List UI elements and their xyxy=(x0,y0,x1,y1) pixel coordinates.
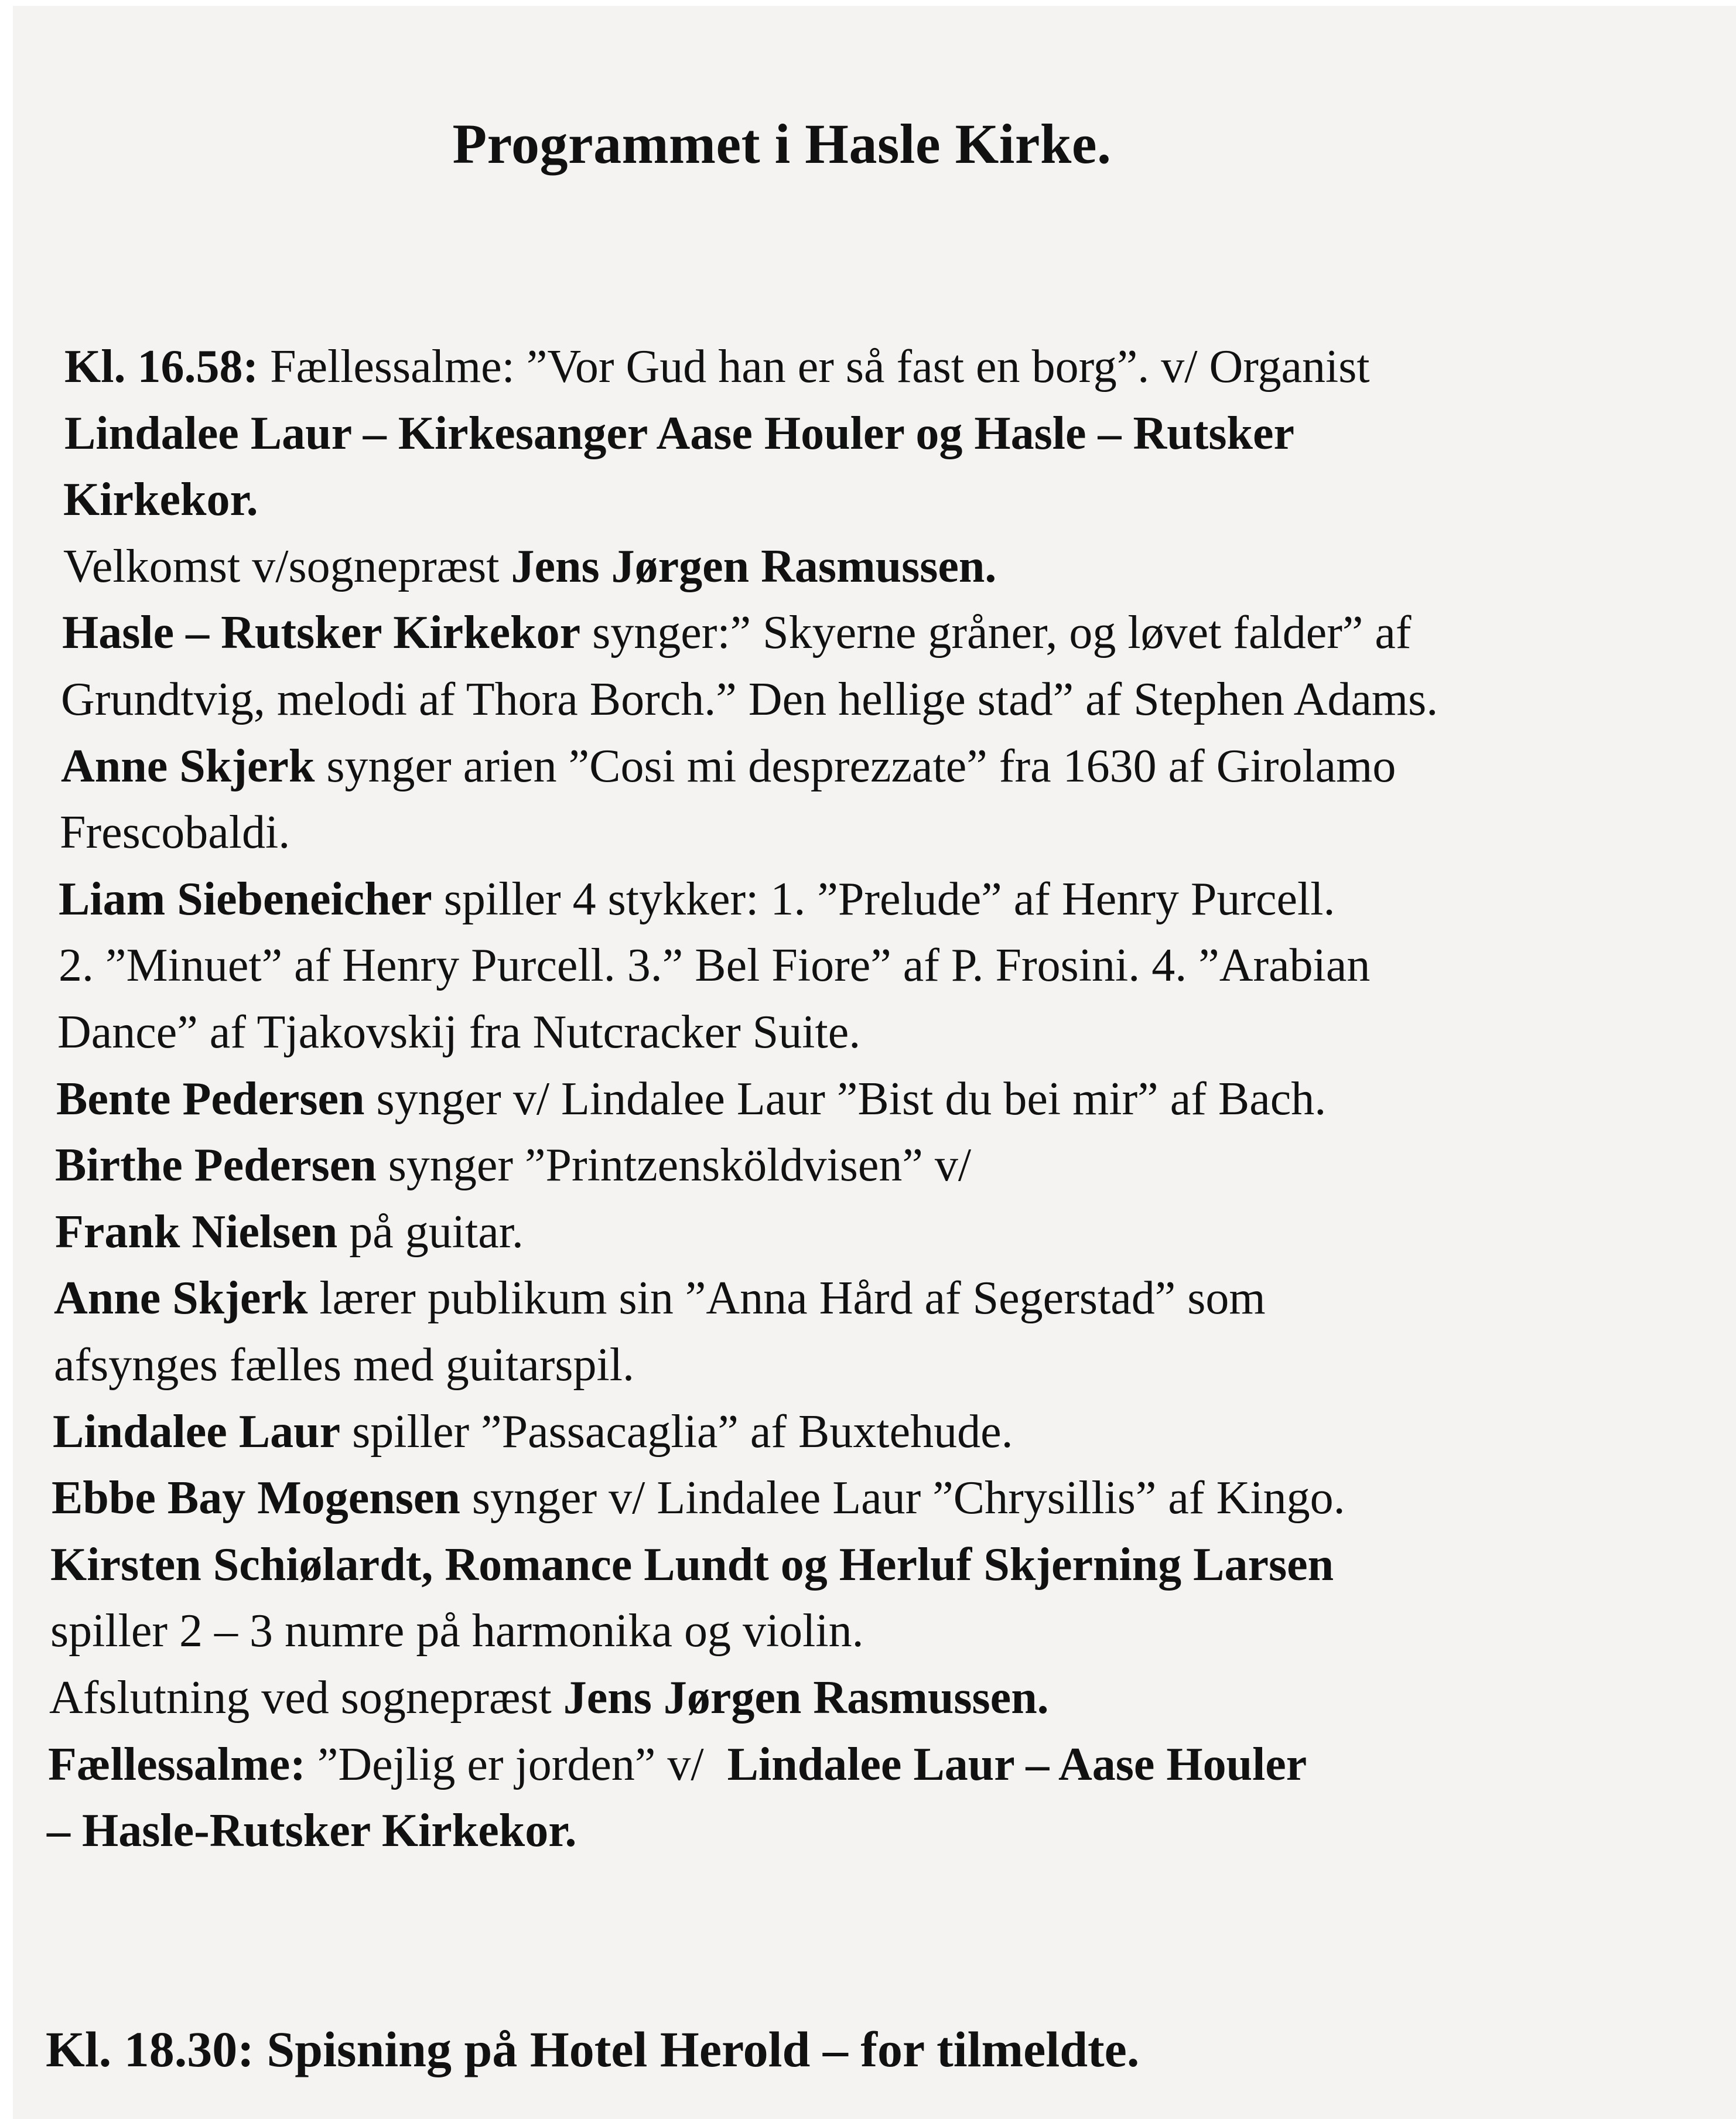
text-segment: Afslutning ved sognepræst xyxy=(49,1672,563,1724)
dinner-line: Kl. 18.30: Spisning på Hotel Herold – for tilmeldte. xyxy=(46,2021,1140,2077)
text-segment: Frescobaldi. xyxy=(60,807,291,858)
program-line xyxy=(50,1605,864,1657)
text-segment: synger:” Skyerne gråner, og løvet falder” af xyxy=(580,607,1412,658)
program-line xyxy=(63,474,258,526)
bold-segment: Lindalee Laur – Kirkesanger Aase Houler og Hasle – Rutsker xyxy=(64,408,1295,459)
text-segment: synger arien ”Cosi mi desprezzate” fra 1630 af Girolamo xyxy=(315,741,1396,792)
text-segment: lærer publikum sin ”Anna Hård af Segerstad” som xyxy=(307,1272,1266,1324)
bold-segment: Lindalee Laur xyxy=(53,1406,341,1458)
bold-segment: Frank Nielsen xyxy=(55,1206,338,1258)
bold-segment: – Hasle-Rutsker Kirkekor. xyxy=(47,1805,577,1857)
bold-segment: Kirkekor. xyxy=(63,474,258,526)
bold-segment: Lindalee Laur – Aase Houler xyxy=(727,1739,1307,1790)
program-line xyxy=(47,1805,577,1857)
bold-segment: Hasle – Rutsker Kirkekor xyxy=(62,607,581,658)
bold-segment: Birthe Pedersen xyxy=(55,1139,377,1191)
bold-segment: Kirsten Schiølardt, Romance Lundt og Herluf Skjerning Larsen xyxy=(50,1539,1334,1591)
program-line xyxy=(53,1406,1013,1458)
text-segment: spiller 4 stykker: 1. ”Prelude” af Henry Purcell. xyxy=(432,873,1335,925)
page-title: Programmet i Hasle Kirke. xyxy=(452,112,1112,175)
text-segment: synger v/ Lindalee Laur ”Chrysillis” af Kingo. xyxy=(460,1472,1345,1524)
program-line xyxy=(55,1206,524,1258)
text-segment: afsynges fælles med guitarspil. xyxy=(54,1339,634,1391)
program-line xyxy=(61,743,1396,790)
bold-segment: Fællessalme: xyxy=(48,1739,306,1790)
program-line xyxy=(52,1472,1345,1524)
bold-segment: Kl. 16.58: xyxy=(64,341,259,393)
text-segment: Grundtvig, melodi af Thora Borch.” Den hellige stad” af Stephen Adams. xyxy=(61,674,1438,725)
bold-segment: Jens Jørgen Rasmussen. xyxy=(563,1672,1049,1724)
program-line xyxy=(64,341,1370,393)
program-line xyxy=(55,1139,972,1191)
program-line xyxy=(48,1741,1307,1788)
program-line xyxy=(54,1272,1266,1324)
program-line xyxy=(59,873,1335,925)
text-segment: synger v/ Lindalee Laur ”Bist du bei mir” af Bach. xyxy=(364,1073,1327,1125)
bold-segment: Anne Skjerk xyxy=(54,1272,308,1324)
program-line xyxy=(63,543,996,590)
program-line xyxy=(56,1073,1327,1125)
program-line xyxy=(61,676,1438,723)
text-segment: ”Dejlig er jorden” v/ xyxy=(305,1739,727,1790)
bold-segment: Jens Jørgen Rasmussen. xyxy=(511,541,997,592)
text-segment: Fællessalme: ”Vor Gud han er så fast en borg”. v/ Organist xyxy=(258,341,1370,393)
bold-segment: Ebbe Bay Mogensen xyxy=(52,1472,460,1524)
program-line xyxy=(54,1339,634,1391)
text-segment: spiller 2 – 3 numre på harmonika og violin. xyxy=(50,1605,864,1657)
bold-segment: Liam Siebeneicher xyxy=(59,873,432,925)
program-line xyxy=(49,1672,1049,1724)
program-line xyxy=(50,1539,1334,1591)
text-segment: 2. ”Minuet” af Henry Purcell. 3.” Bel Fiore” af P. Frosini. 4. ”Arabian xyxy=(59,940,1371,991)
text-segment: synger ”Printzensköldvisen” v/ xyxy=(376,1139,972,1191)
program-line xyxy=(57,1006,861,1058)
text-segment: spiller ”Passacaglia” af Buxtehude. xyxy=(340,1406,1013,1458)
text-segment: på guitar. xyxy=(337,1206,524,1258)
program-line xyxy=(60,809,290,856)
program-line xyxy=(64,410,1294,457)
bold-segment: Bente Pedersen xyxy=(56,1073,365,1125)
text-segment: Velkomst v/sognepræst xyxy=(63,541,511,592)
program-line xyxy=(62,609,1412,656)
text-segment: Dance” af Tjakovskij fra Nutcracker Suite. xyxy=(57,1006,861,1058)
program-line xyxy=(59,942,1370,989)
bold-segment: Anne Skjerk xyxy=(61,741,315,792)
